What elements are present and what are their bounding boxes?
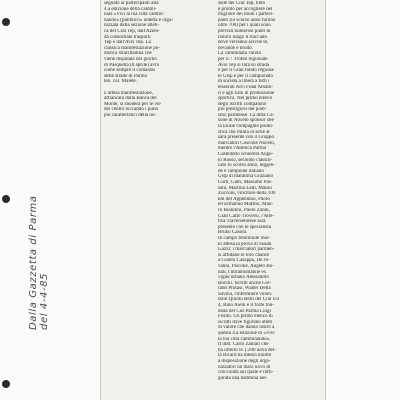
article-line: Savina, l'infermiere volon- [218,291,273,297]
article-line: più prestigiosi del podi- [218,107,267,113]
article-line: ha offerto le 1.200 uova del- [218,347,276,353]
article-line: gurata una bambina nel- [218,375,268,381]
article-line: è pronto per accogliere nel [218,6,273,12]
article-line: per il 7 Trofeo regionale [218,56,268,62]
article-line: smo parmense. La ditta Ca- [218,112,275,118]
article-line: oltre 700) per i quali sono [218,23,271,29]
article-line: ro Biondini, Paolo Zanni, [218,207,270,213]
article-line: vanni, Piscone, Angelo Bo- [218,263,274,269]
article-line: ten. col. Malete. [104,79,137,85]
article-line: Uisp di maratona Graziano [218,174,274,180]
article-line: la Ricard ha messo inoltre [218,353,272,359]
article-line: nizzata dalla sezione atleti- [104,23,160,29]
article-line: In campo femminile mol- [218,235,271,241]
article-line: Gazzi; i marciatori parmen- [218,247,275,253]
article-line: ristoro lungo il tracciato [218,34,268,40]
article-line: tesserati Arci Fidal Amato- [218,84,274,90]
article-line: km del Appennino, Paolo [218,196,270,202]
article-line: tica Traversetolese sarà [218,219,266,225]
article-line: de e campione italiano [218,168,264,174]
article-line: a Gianni Casappa, De Jo- [218,258,270,264]
article-line: Monte, si snoderà per le vie [104,101,161,107]
article-line: degli iscritti compaiono [218,101,267,107]
article-line: vigile urbano Alessandro [218,275,269,281]
article-line: tario Quinto Belli del Cral Uil [218,297,280,303]
article-line: come sempre il comando [104,68,156,74]
article-line: Bruno Casoni. [218,230,248,236]
article-line: previsti numerosi punti di [218,28,271,34]
article-line: la locale compagine poditi- [218,124,274,130]
article-line: La camminata valida [218,51,261,57]
article-line: di Pasquetta (8 aprile) avrà [104,62,159,68]
article-line: lo Russo, secondo classifi- [218,157,273,163]
article-line: Avis Tep si farà su strada [218,62,270,68]
article-line: marciatori Coscone Noceto, [218,140,276,146]
article-line: 4.a edizione della cammi- [104,6,157,12]
article-line: L'attesa manifestazione, [104,90,154,96]
article-line: panti (lo scorso anno furono [218,17,276,23]
article-line: sede del Cral Tep, tutto [218,1,266,6]
article-line: Borchi. Iscritti anche Cor- [218,280,272,286]
article-line: nando» (pubblico» indetta e orga- [104,17,173,23]
handwritten-source-note [28,10,54,330]
article-line: segnato ai partecipanti alla [104,1,159,6]
binder-hole-bottom [2,380,10,388]
article-line: sone di Noceto sponsor del- [218,118,275,124]
article-column-right [218,1,300,399]
article-line: le Uisp e per il campionato [218,73,274,79]
article-line: delle strade di Parma [104,73,147,79]
article-line: viene disputata nel giorno [104,56,157,62]
article-line: sarà presente con il Gruppo [218,135,275,141]
article-line: classica manifestazione po- [104,45,161,51]
article-line: Gian Carlo Troversi, l'Atle- [218,213,275,219]
article-line: di valore che danno lustro a [218,325,275,331]
article-line: da consortiale trasporti [104,34,151,40]
article-line: nati, l'intramontabile ex [218,269,267,275]
article-line: Il dott. Carlo Zanlari che [218,342,269,348]
article-line: la tua città camminando». [218,336,271,342]
article-line: Zucconi, vincitore della 100 [218,191,276,197]
handwritten-date: del 4-4-85 [39,272,50,330]
article-line: a disposizione degli orga- [218,359,271,364]
article-line: rado Protasi, Walter Della [218,286,271,292]
article-line: presente con le specialista [218,224,272,230]
article-line: si affidano le loro chance [218,252,270,258]
article-line: ed Ermanno Maffini, Mau- [218,202,274,208]
article-line: nizzatori un maxi uovo di [218,364,271,370]
article-line: ca del Cral Tep, dall'Azien- [104,28,160,34]
article-line: migliore dei modi i parteci- [218,12,275,18]
handwritten-source: Dalla Gazzetta di Parma [28,195,39,330]
article-line: nata «Vivi la tua città cammi- [104,12,165,18]
article-line: Curti, Gatti, Massimo Pas- [218,180,273,185]
article-line: dista del Cus Parma Luigi [218,308,271,314]
article-line: di società a libera a tutti i [218,79,270,85]
binder-hole-top [2,18,10,26]
article-line: affiancata dalla Banca del [104,96,157,102]
article-line: ri e agli Enti di promozione [218,90,275,96]
article-line: e per il Gran fondo regiona- [218,68,275,74]
article-column-left [104,1,182,131]
article-line: bevande e brodo. [218,45,253,51]
article-line: sani, Martino Ledi, Mauro [218,185,272,191]
article-line: Tep e dall'Avis Tep. La [104,40,151,46]
article-line: dove verranno servite tè, [218,40,269,46]
article-line: Fosini. Un primo elenco di [218,314,273,320]
article-line: to attesa la prova di Susan [218,241,272,247]
article-line: iscritti dove figurano atleti [218,319,273,325]
article-line: stica che milita in serie B [218,129,270,135]
article-line: cioccolata sul quale è raffi- [218,370,274,376]
article-line: sportiva. Nel primo elenco [218,96,273,102]
article-line: più caratteristici della no- [104,112,157,118]
article-line: questa 4.a edizione di «Vivi [218,331,275,337]
article-line: cato lo scorso anno, leggen- [218,163,276,169]
binder-hole-middle [2,195,10,203]
article-line: 4, Rino Aielli e il forte fon- [218,303,274,309]
article-line: mentre l'Atletica Parma [218,146,267,152]
article-line: Castelletto schiererà Ange- [218,152,274,158]
article-line: del centro toccando i punti [104,107,159,113]
article-line: distica stracittadina che [104,51,152,57]
